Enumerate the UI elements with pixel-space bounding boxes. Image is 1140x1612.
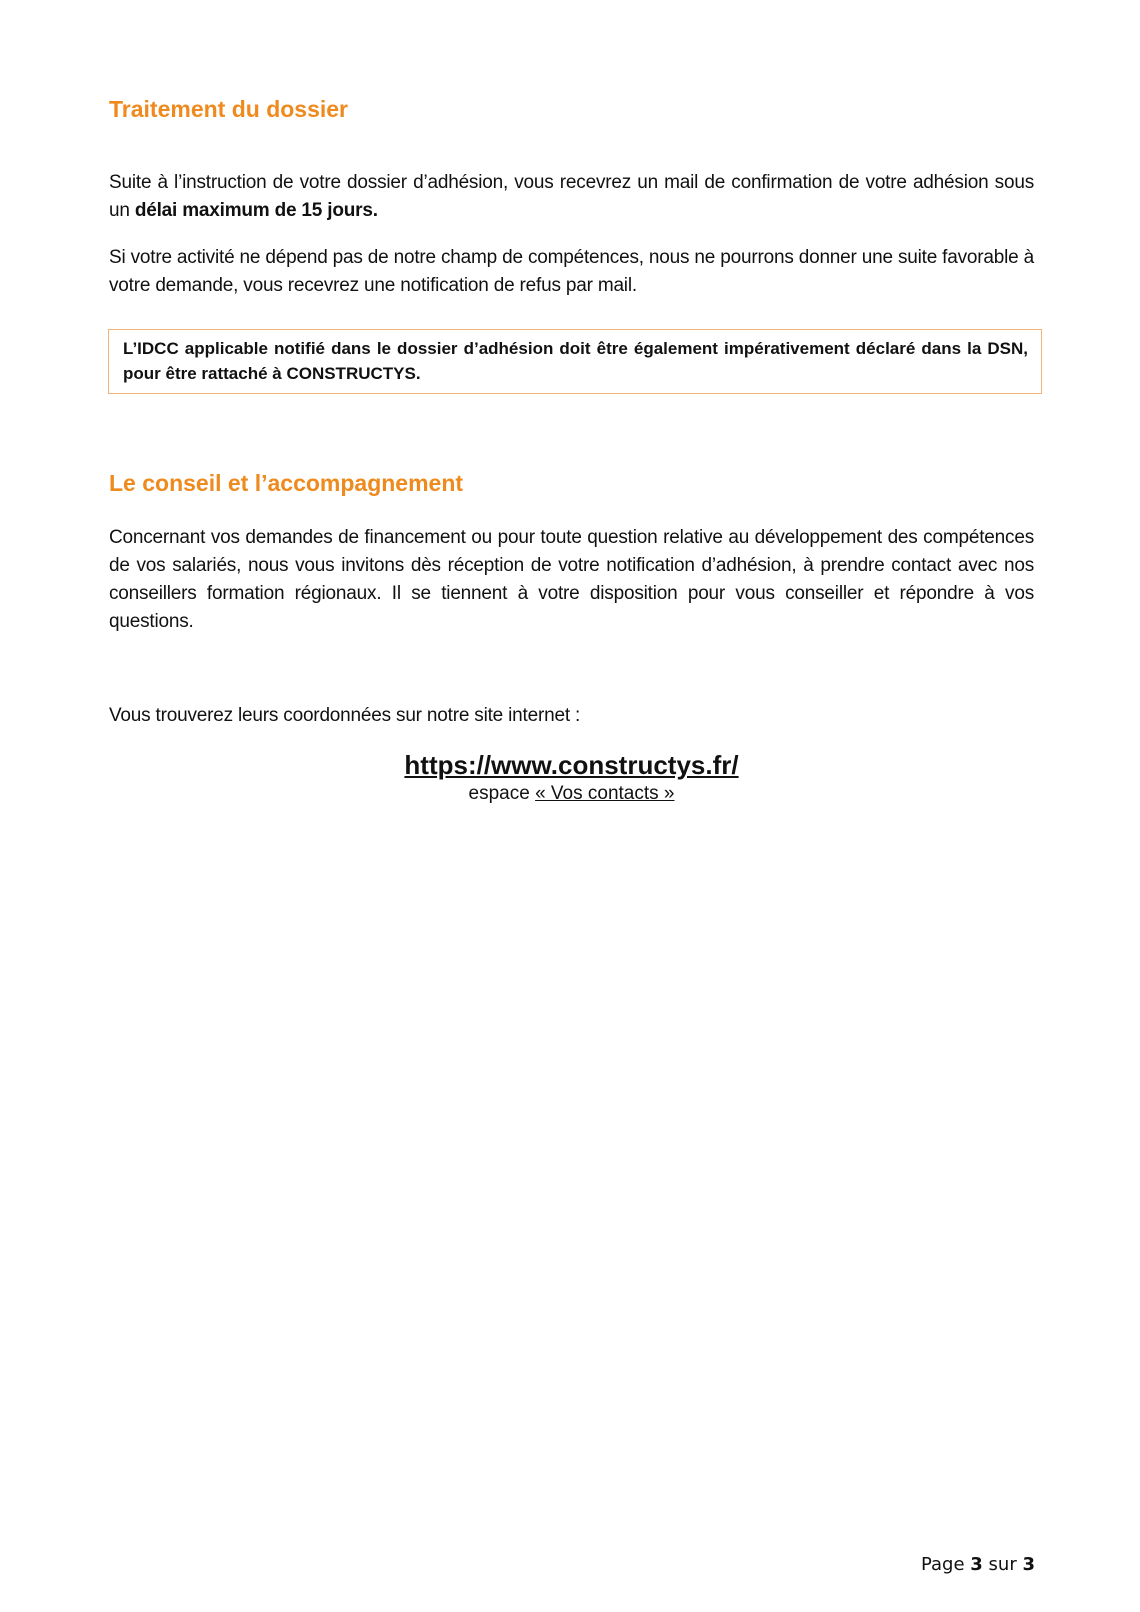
paragraph-conseil: Concernant vos demandes de financement ou pour toute question relative au développement des compétences de vos salariés, nous vous invitons dès réception de votre notification d’adhésion, à prendre contact avec nos conseillers formation régionaux. Il se tiennent à votre disposition pour vous conseiller et répondre à vos questions. — [109, 527, 1034, 632]
section-title-conseil: Le conseil et l’accompagnement — [109, 470, 464, 496]
bold-delay: délai maximum de 15 jours. — [134, 200, 378, 221]
paragraph-text: Suite à l’instruction de votre dossier d’adhésion, vous recevrez un mail de confirmation de votre adhésion sous un — [109, 172, 1034, 221]
espace-line — [109, 783, 1034, 805]
vos-contacts-link[interactable]: « Vos contacts » — [535, 783, 675, 804]
espace-label: espace — [468, 783, 536, 804]
page-sep: sur — [982, 1554, 1023, 1575]
page-prefix: Page — [920, 1554, 971, 1575]
page-total: 3 — [1022, 1554, 1035, 1575]
paragraph-confirmation — [109, 169, 1034, 225]
page-number — [921, 1554, 1035, 1575]
notice-box: L’IDCC applicable notifié dans le dossier d’adhésion doit être également impérativement déclaré dans la DSN, pour être rattaché à CONSTRUCTYS. — [108, 329, 1042, 394]
paragraph-coordonnees: Vous trouverez leurs coordonnées sur notre site internet : — [109, 705, 581, 726]
page-current: 3 — [970, 1554, 983, 1575]
section-title-traitement: Traitement du dossier — [109, 96, 349, 122]
paragraph-refus: Si votre activité ne dépend pas de notre champ de compétences, nous ne pourrons donner une suite favorable à votre demande, vous recevrez une notification de refus par mail. — [109, 247, 1034, 296]
website-link[interactable]: https://www.constructys.fr/ — [404, 750, 739, 780]
